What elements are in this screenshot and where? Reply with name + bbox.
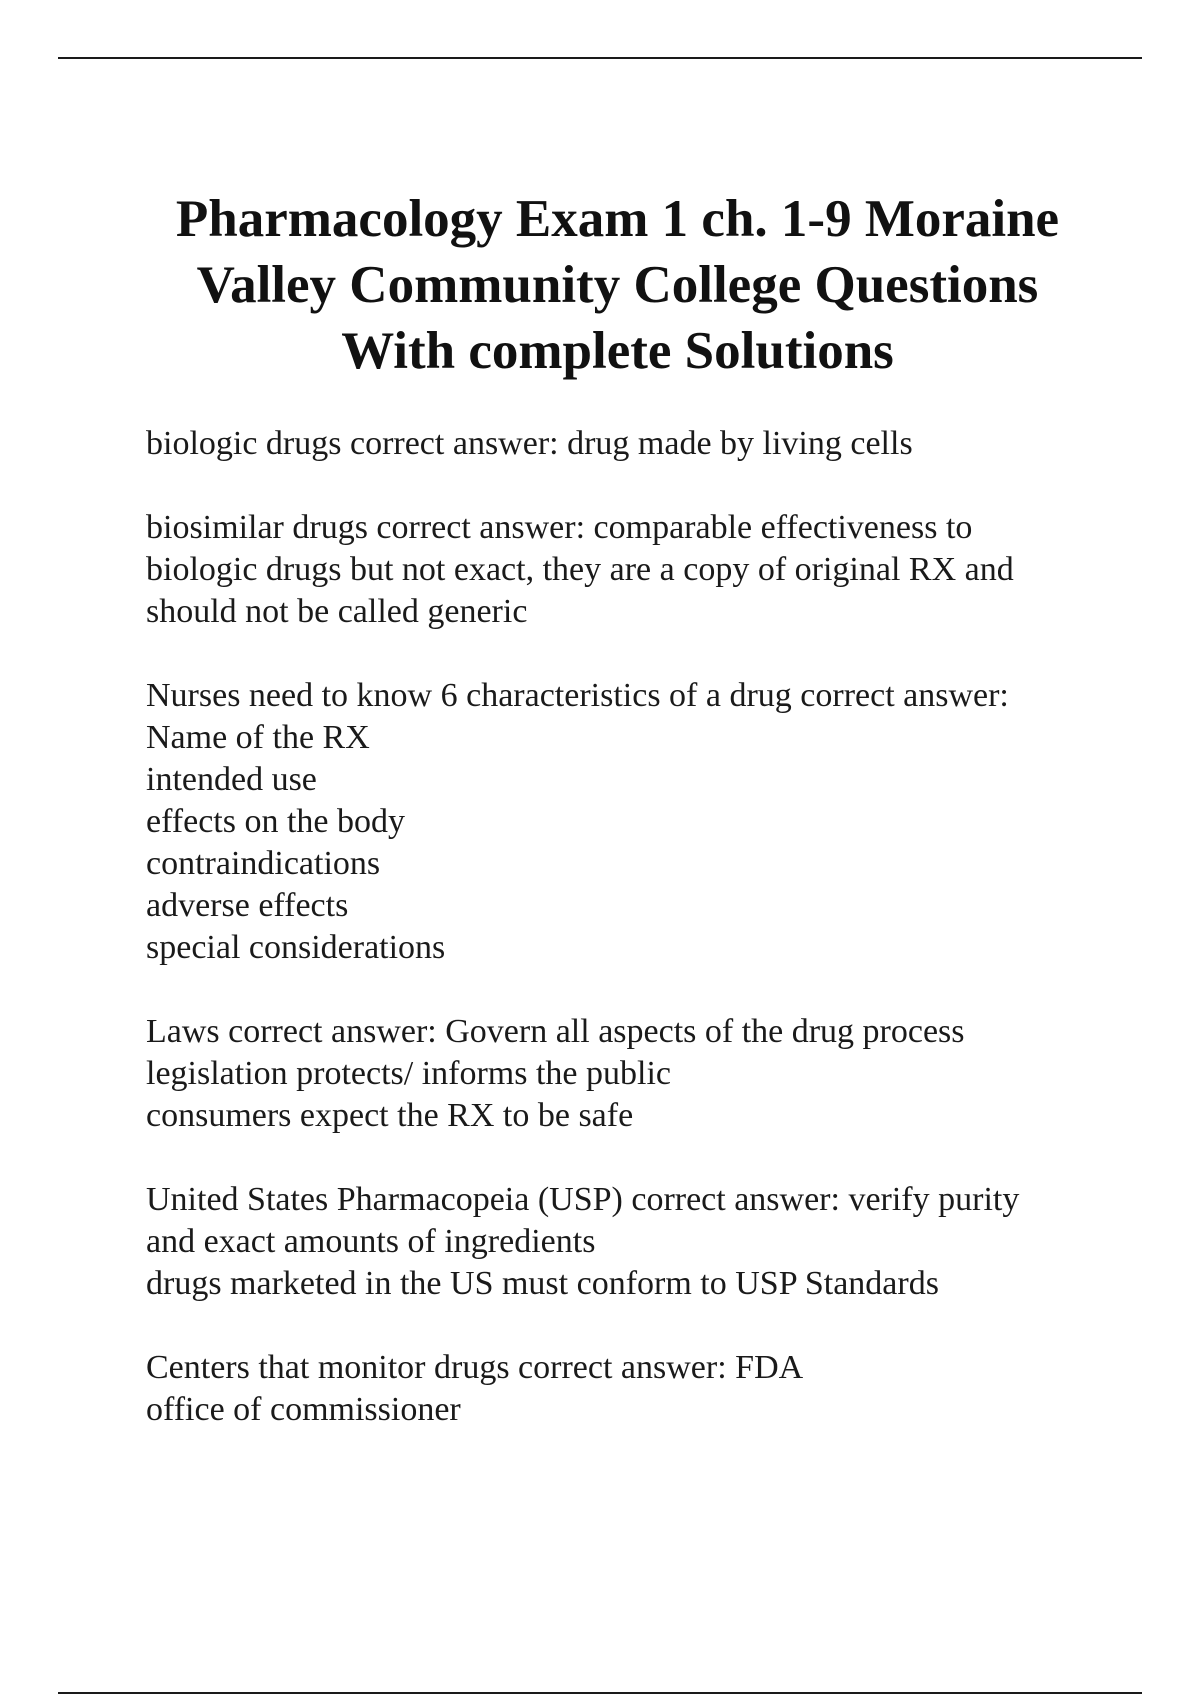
qa-entry-biologic-drugs (146, 423, 1116, 465)
qa-line: effects on the body (146, 803, 406, 840)
qa-line: biosimilar drugs correct answer: comparable effectiveness to (146, 509, 973, 546)
qa-line: contraindications (146, 845, 381, 882)
qa-line: biologic drugs correct answer: drug made by living cells (146, 425, 913, 462)
qa-line: special considerations (146, 929, 446, 966)
qa-line: United States Pharmacopeia (USP) correct answer: verify purity (146, 1181, 1020, 1218)
qa-list (146, 423, 1116, 1473)
qa-line: Centers that monitor drugs correct answer: FDA (146, 1349, 804, 1386)
qa-line: legislation protects/ informs the public (146, 1055, 672, 1092)
qa-line: Laws correct answer: Govern all aspects of the drug process (146, 1013, 965, 1050)
title-line: With complete Solutions (341, 322, 894, 380)
title-line: Pharmacology Exam 1 ch. 1-9 Moraine (175, 190, 1060, 248)
qa-entry-drug-characteristics (146, 675, 1116, 969)
bottom-rule (58, 1692, 1142, 1694)
qa-line: Name of the RX (146, 719, 370, 756)
qa-line: intended use (146, 761, 317, 798)
page-title (120, 186, 1115, 384)
qa-line: consumers expect the RX to be safe (146, 1097, 634, 1134)
qa-line: Nurses need to know 6 characteristics of a drug correct answer: (146, 677, 1009, 714)
qa-entry-laws (146, 1011, 1116, 1137)
qa-line: biologic drugs but not exact, they are a copy of original RX and (146, 551, 1014, 588)
qa-entry-usp (146, 1179, 1116, 1305)
qa-line: drugs marketed in the US must conform to USP Standards (146, 1265, 939, 1302)
qa-entry-biosimilar-drugs (146, 507, 1116, 633)
top-rule (58, 57, 1142, 59)
qa-line: adverse effects (146, 887, 349, 924)
qa-line: and exact amounts of ingredients (146, 1223, 596, 1260)
qa-line: office of commissioner (146, 1391, 461, 1428)
qa-entry-monitoring-centers (146, 1347, 1116, 1431)
title-line: Valley Community College Questions (196, 256, 1039, 314)
qa-line: should not be called generic (146, 593, 528, 630)
